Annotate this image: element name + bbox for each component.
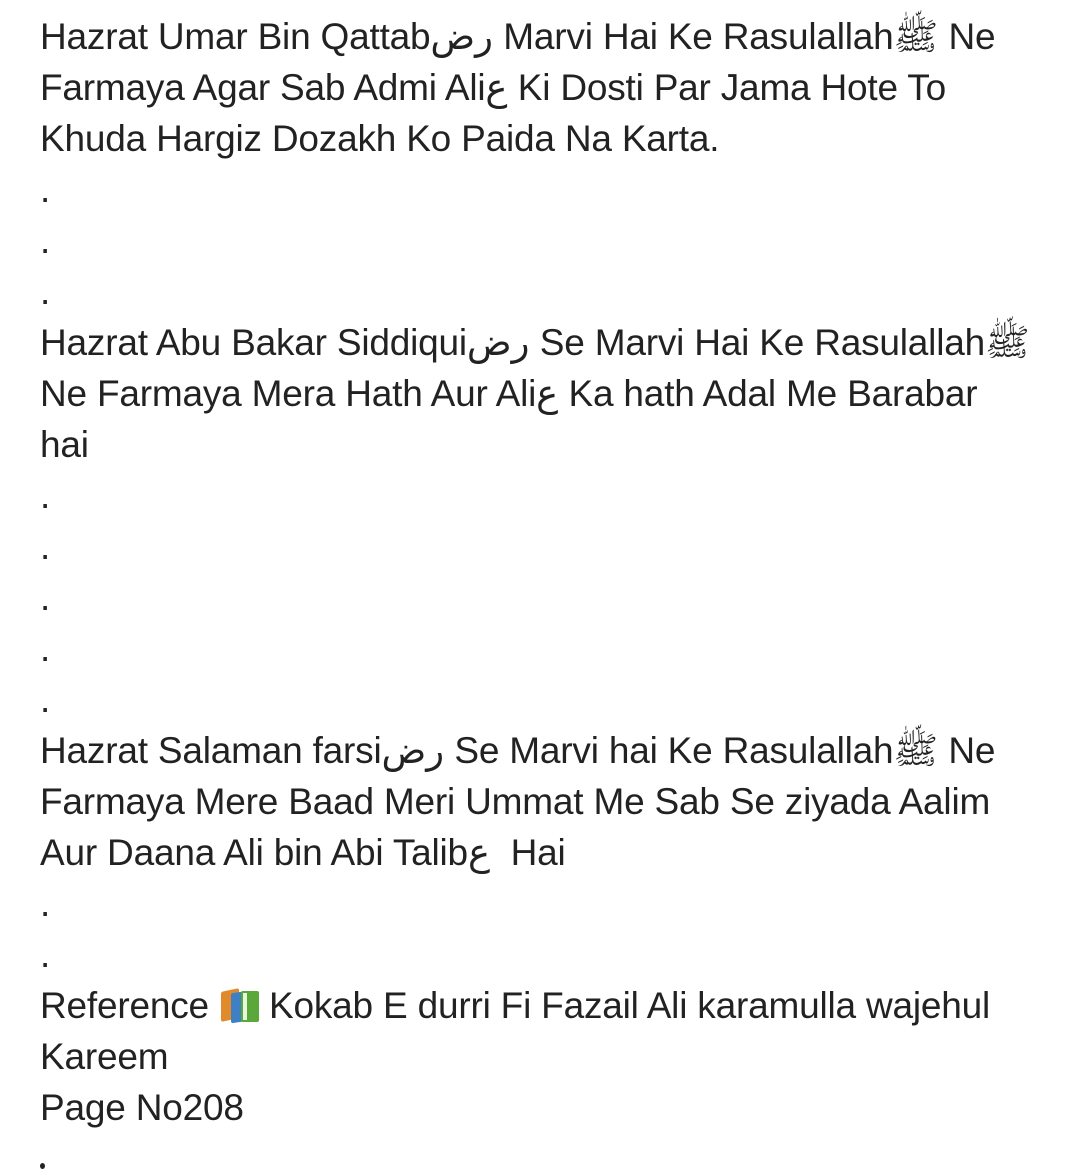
paragraph-3-line-3: Aur Daana Ali bin Abi Talibع Hai bbox=[40, 832, 566, 873]
reference-page: Page No208 bbox=[40, 1087, 244, 1128]
separator-dot: . bbox=[40, 628, 51, 669]
separator-dot: . bbox=[40, 526, 51, 567]
books-icon bbox=[219, 988, 263, 1024]
paragraph-2-line-3: hai bbox=[40, 424, 89, 465]
paragraph-1-line-1: Hazrat Umar Bin Qattabرض Marvi Hai Ke Rasulallahﷺ Ne bbox=[40, 16, 996, 57]
paragraph-1-line-2: Farmaya Agar Sab Admi Aliع Ki Dosti Par Jama Hote To bbox=[40, 67, 946, 108]
paragraph-2-line-1: Hazrat Abu Bakar Siddiquiرض Se Marvi Hai Ke Rasulallahﷺ bbox=[40, 322, 1030, 363]
paragraph-2-line-2: Ne Farmaya Mera Hath Aur Aliع Ka hath Adal Me Barabar bbox=[40, 373, 978, 414]
reference-title-continued: Kareem bbox=[40, 1036, 169, 1077]
reference-title: Kokab E durri Fi Fazail Ali karamulla wajehul bbox=[269, 985, 991, 1026]
paragraph-3-line-1: Hazrat Salaman farsiرض Se Marvi hai Ke Rasulallahﷺ Ne bbox=[40, 730, 996, 771]
paragraph-3-line-2: Farmaya Mere Baad Meri Ummat Me Sab Se ziyada Aalim bbox=[40, 781, 991, 822]
separator-dot: . bbox=[40, 883, 51, 924]
separator-dot: . bbox=[40, 934, 51, 975]
separator-dot-partial bbox=[40, 1163, 45, 1169]
separator-dot: . bbox=[40, 679, 51, 720]
separator-dot: . bbox=[40, 577, 51, 618]
reference-line bbox=[40, 980, 1050, 1031]
post-text bbox=[40, 11, 1050, 1133]
separator-dot: . bbox=[40, 220, 51, 261]
reference-label: Reference bbox=[40, 985, 209, 1026]
separator-dot: . bbox=[40, 475, 51, 516]
separator-dot: . bbox=[40, 169, 51, 210]
separator-dot: . bbox=[40, 271, 51, 312]
paragraph-1-line-3: Khuda Hargiz Dozakh Ko Paida Na Karta. bbox=[40, 118, 720, 159]
